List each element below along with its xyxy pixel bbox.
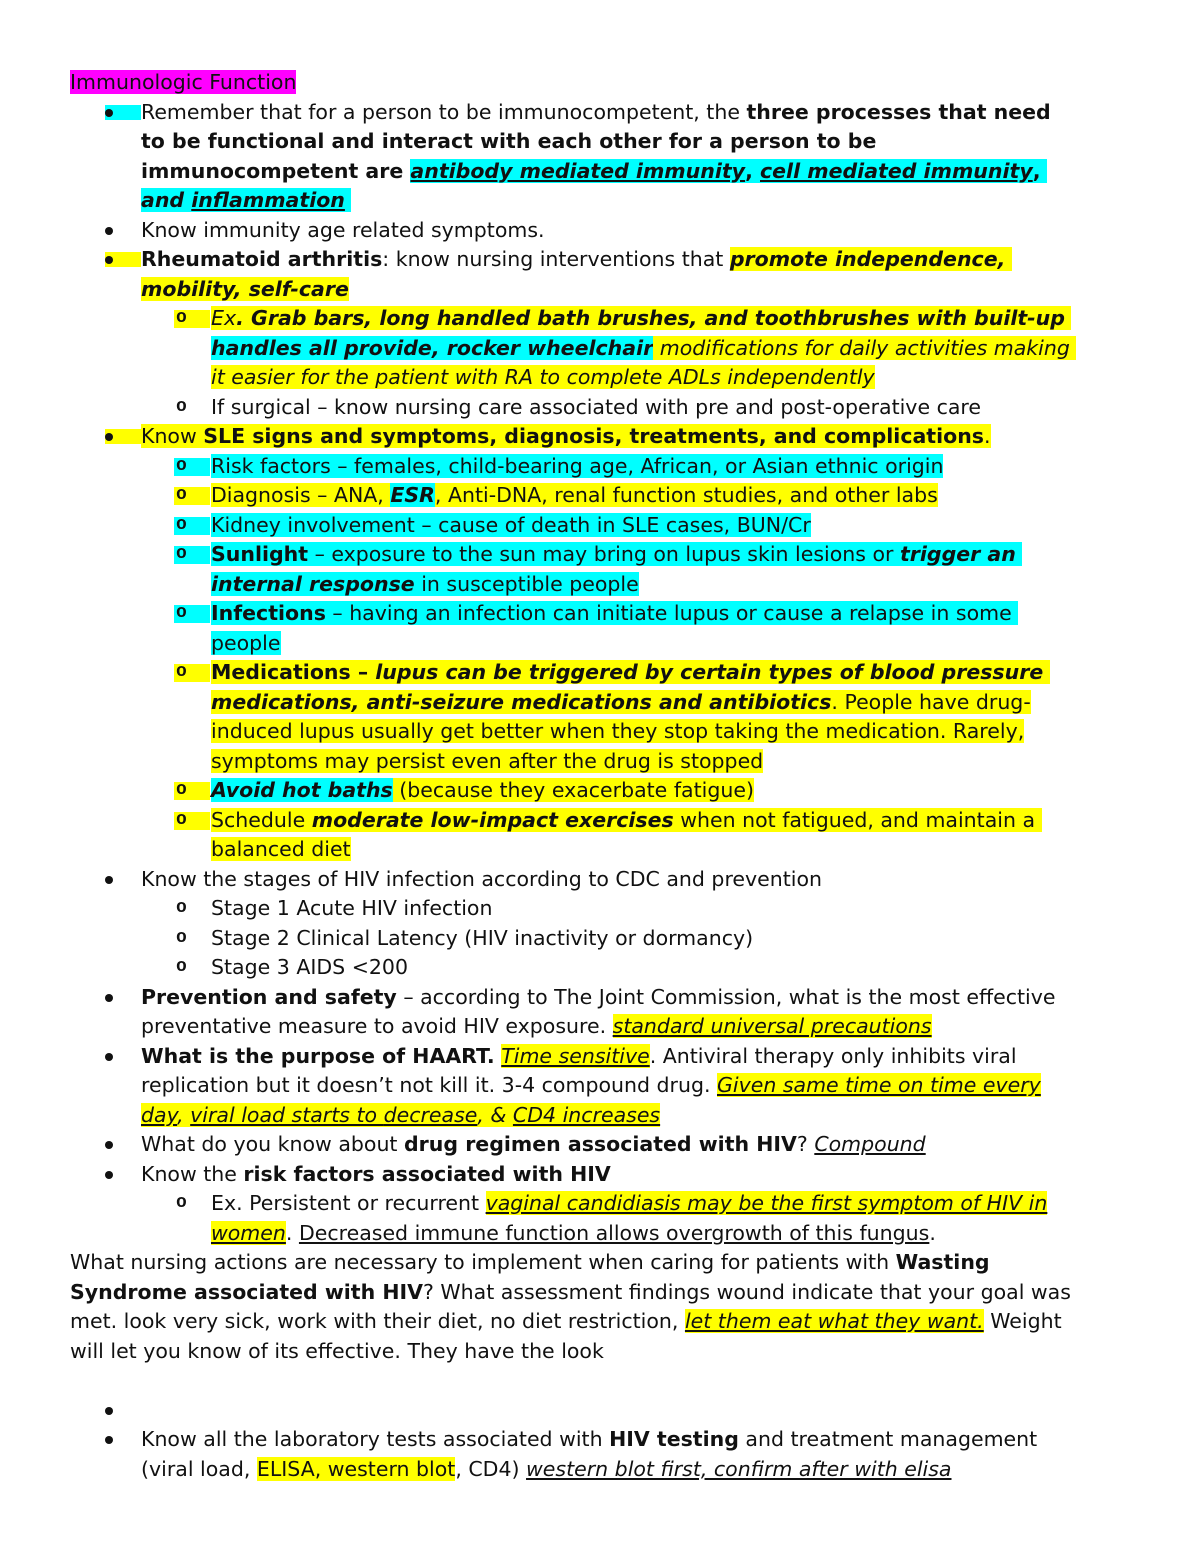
list-item bbox=[70, 983, 1130, 1013]
text-highlight: Avoid hot baths bbox=[211, 778, 393, 802]
bullet-dot-icon bbox=[105, 983, 141, 1013]
text: Schedule bbox=[211, 807, 312, 832]
sub-bullet-o-icon bbox=[176, 304, 211, 334]
sub-bullet-o-icon bbox=[176, 599, 211, 629]
text-highlight: cell mediated immunity bbox=[760, 158, 1033, 183]
bullet-dot-icon bbox=[105, 1042, 141, 1072]
text: . People have drug- bbox=[831, 689, 1031, 714]
text-highlight: people bbox=[211, 630, 281, 655]
sub-bullet-o-icon bbox=[176, 481, 211, 511]
list-item bbox=[70, 98, 1130, 128]
text: Weight bbox=[983, 1309, 1062, 1333]
text: met. look very sick, work with their diet, no diet restriction, bbox=[70, 1309, 685, 1333]
text-bold: Wasting bbox=[895, 1250, 990, 1274]
text-highlight: ESR bbox=[390, 483, 435, 507]
text: Stage 3 AIDS <200 bbox=[211, 955, 409, 979]
text: , bbox=[177, 1102, 191, 1127]
text-bold: Prevention and safety bbox=[141, 984, 397, 1009]
text: Know all the laboratory tests associated with bbox=[141, 1427, 610, 1451]
text-bold: immunocompetent are bbox=[141, 158, 411, 183]
bullet-dot-icon bbox=[105, 865, 141, 895]
text: Stage 1 Acute HIV infection bbox=[211, 896, 493, 920]
text: western blot first, confirm after with elisa bbox=[526, 1456, 952, 1481]
sub-item-cont bbox=[70, 688, 1130, 718]
text-bold: risk factors associated with HIV bbox=[243, 1161, 611, 1186]
text: . bbox=[285, 1220, 299, 1245]
text-highlight: antibody mediated immunity bbox=[410, 158, 746, 183]
text: Ex. Persistent or recurrent bbox=[211, 1191, 486, 1215]
text: . Grab bars, long handled bath brushes, and toothbrushes with built-up bbox=[236, 306, 1065, 330]
text: viral load starts to bbox=[190, 1102, 384, 1127]
text-highlight: symptoms may persist even after the drug is stopped bbox=[211, 748, 764, 773]
sub-bullet-o-icon bbox=[176, 894, 211, 924]
sub-item bbox=[70, 452, 1130, 482]
text-highlight: Kidney involvement – cause of death in SLE cases, BUN/Cr bbox=[211, 512, 811, 537]
text: replication but it doesn’t not kill it. 3-4 compound drug. bbox=[141, 1073, 717, 1097]
text: ? bbox=[796, 1132, 815, 1156]
sub-item-cont bbox=[70, 747, 1130, 777]
list-item-cont bbox=[70, 157, 1130, 187]
text-highlight: Risk factors – females, child-bearing age, African, or Asian ethnic origin bbox=[211, 453, 944, 478]
sub-bullet-o-icon bbox=[176, 658, 211, 688]
text-highlight: balanced diet bbox=[211, 837, 351, 861]
sub-bullet-o-icon bbox=[176, 924, 211, 954]
text-bold: Syndrome associated with HIV bbox=[70, 1279, 423, 1304]
text: ? What assessment findings wound indicate that your goal was bbox=[422, 1279, 1071, 1304]
text: Know immunity age related symptoms. bbox=[141, 217, 545, 242]
sub-bullet-o-icon bbox=[176, 806, 211, 836]
list-item-cont bbox=[70, 1101, 1130, 1131]
text-bold: Infections bbox=[211, 601, 326, 625]
text: and treatment management bbox=[738, 1427, 1038, 1451]
text-highlight: women bbox=[211, 1220, 286, 1245]
list-item-cont bbox=[70, 1071, 1130, 1101]
list-item bbox=[70, 422, 1130, 452]
text: : know nursing interventions that bbox=[382, 247, 730, 271]
text: , CD4) bbox=[455, 1456, 527, 1481]
text: decrease bbox=[383, 1102, 478, 1127]
text: lupus can be triggered by certain types of blood pressure bbox=[375, 660, 1044, 684]
text-bold: Medications – bbox=[211, 660, 376, 684]
text: . Antiviral therapy only inhibits viral bbox=[649, 1043, 1017, 1068]
text: medications, anti-seizure medications and antibiotics bbox=[211, 689, 832, 714]
text: will let you know of its effective. They have the look bbox=[70, 1338, 604, 1363]
text-highlight: modifications for daily activities making bbox=[653, 335, 1070, 360]
sub-bullet-o-icon bbox=[176, 452, 211, 482]
list-item bbox=[70, 1425, 1130, 1455]
text: , & bbox=[477, 1102, 513, 1127]
text: What do you know about bbox=[141, 1132, 404, 1156]
doc-title-line bbox=[70, 68, 1130, 98]
text-highlight: let them eat what they want. bbox=[684, 1309, 984, 1333]
sub-bullet-o-icon bbox=[176, 953, 211, 983]
text-bold: Rheumatoid arthritis bbox=[141, 247, 383, 271]
text-highlight: Time sensitive bbox=[501, 1043, 650, 1068]
bullet-dot-icon bbox=[105, 1425, 141, 1455]
text: and bbox=[141, 188, 192, 212]
text: moderate low-impact exercises bbox=[311, 807, 674, 832]
list-item bbox=[70, 865, 1130, 895]
paragraph-line bbox=[70, 1278, 1130, 1308]
sub-item bbox=[70, 953, 1130, 983]
sub-item-cont bbox=[70, 835, 1130, 865]
list-item-cont bbox=[70, 127, 1130, 157]
text: Compound bbox=[814, 1132, 926, 1156]
text-highlight: vaginal candidiasis may be the first symptom of HIV in bbox=[485, 1191, 1048, 1215]
sub-item bbox=[70, 304, 1130, 334]
text: – having an infection can initiate lupus or cause a relapse in some bbox=[325, 601, 1012, 625]
text-bold: drug regimen associated with HIV bbox=[404, 1132, 797, 1156]
text-highlight: promote independence, bbox=[729, 247, 1006, 271]
text: in susceptible people bbox=[414, 571, 639, 596]
text-highlight: induced lupus usually get better when they stop taking the medication. Rarely, bbox=[211, 719, 1025, 743]
document-page bbox=[70, 68, 1130, 1484]
sub-item bbox=[70, 481, 1130, 511]
bullet-dot-icon bbox=[105, 245, 141, 275]
sub-item bbox=[70, 658, 1130, 688]
sub-item-cont bbox=[70, 717, 1130, 747]
text: What nursing actions are necessary to implement when caring for patients with bbox=[70, 1250, 896, 1274]
text: Ex bbox=[211, 306, 237, 330]
paragraph-line bbox=[70, 1337, 1130, 1367]
sub-item-cont bbox=[70, 570, 1130, 600]
text: . bbox=[984, 424, 991, 448]
text-bold: three processes that need bbox=[746, 99, 1051, 124]
sub-item bbox=[70, 511, 1130, 541]
text: trigger an bbox=[899, 542, 1016, 566]
text-highlight: handles all provide, rocker wheelchair bbox=[211, 335, 654, 360]
text: when not fatigued, and maintain a bbox=[673, 807, 1036, 832]
text-highlight: mobility, self-care bbox=[141, 276, 349, 301]
sub-item bbox=[70, 393, 1130, 423]
text-highlight: inflammation bbox=[191, 188, 345, 212]
bullet-dot-icon bbox=[105, 216, 141, 246]
text: Stage 2 Clinical Latency (HIV inactivity or dormancy) bbox=[211, 925, 754, 950]
list-item-cont bbox=[70, 1012, 1130, 1042]
sub-item bbox=[70, 540, 1130, 570]
list-item bbox=[70, 216, 1130, 246]
text-highlight: , Anti-DNA, renal function studies, and other labs bbox=[434, 483, 938, 507]
spacer-line bbox=[70, 1366, 1130, 1396]
sub-bullet-o-icon bbox=[176, 393, 211, 423]
text: internal response bbox=[211, 571, 415, 596]
bullet-dot-icon bbox=[105, 422, 141, 452]
doc-title: Immunologic Function bbox=[70, 70, 297, 94]
sub-item-cont bbox=[70, 363, 1130, 393]
paragraph-line bbox=[70, 1307, 1130, 1337]
sub-item bbox=[70, 924, 1130, 954]
text: . bbox=[929, 1220, 936, 1245]
text: day bbox=[141, 1102, 178, 1127]
bullet-dot-icon bbox=[105, 1160, 141, 1190]
empty-list-item bbox=[70, 1396, 1130, 1426]
text-highlight: Given same time on time every bbox=[717, 1073, 1041, 1097]
text: – exposure to the sun may bring on lupus skin lesions or bbox=[308, 542, 900, 566]
list-item-cont bbox=[70, 186, 1130, 216]
text: preventative measure to avoid HIV exposure. bbox=[141, 1014, 613, 1038]
sub-item-cont bbox=[70, 1219, 1130, 1249]
bullet-dot-icon bbox=[105, 1396, 141, 1426]
sub-bullet-o-icon bbox=[176, 1189, 211, 1219]
text: Know the stages of HIV infection according to CDC and prevention bbox=[141, 866, 823, 891]
text-bold: to be functional and interact with each other for a person to be bbox=[141, 129, 877, 153]
sub-bullet-o-icon bbox=[176, 776, 211, 806]
text: – according to The Joint Commission, what is the most effective bbox=[396, 984, 1056, 1009]
text: , bbox=[745, 158, 760, 183]
sub-item bbox=[70, 599, 1130, 629]
text-highlight: ELISA, western blot bbox=[256, 1456, 456, 1481]
text-bold: Sunlight bbox=[211, 542, 309, 566]
list-item-cont bbox=[70, 275, 1130, 305]
text-highlight: it easier for the patient with RA to complete ADLs independently bbox=[211, 365, 875, 389]
text: Decreased immune function allows overgrowth of this fungus bbox=[298, 1220, 930, 1245]
text-highlight: standard universal precautions bbox=[612, 1014, 932, 1038]
bullet-dot-icon bbox=[105, 98, 141, 128]
text: If surgical – know nursing care associated with pre and post-operative care bbox=[211, 394, 981, 419]
text: Know the bbox=[141, 1161, 244, 1186]
text-bold: HIV testing bbox=[609, 1427, 739, 1451]
text: CD4 increases bbox=[512, 1102, 661, 1127]
list-item bbox=[70, 1160, 1130, 1190]
list-item-cont bbox=[70, 1455, 1130, 1485]
paragraph-line bbox=[70, 1248, 1130, 1278]
list-item bbox=[70, 1130, 1130, 1160]
sub-item bbox=[70, 806, 1130, 836]
sub-item bbox=[70, 1189, 1130, 1219]
text-bold: What is the purpose of HAART. bbox=[141, 1043, 495, 1068]
bullet-dot-icon bbox=[105, 1130, 141, 1160]
list-item bbox=[70, 1042, 1130, 1072]
text: Know bbox=[141, 424, 204, 448]
sub-bullet-o-icon bbox=[176, 511, 211, 541]
sub-item-cont bbox=[70, 629, 1130, 659]
sub-item bbox=[70, 894, 1130, 924]
text: (viral load, bbox=[141, 1456, 257, 1481]
sub-item bbox=[70, 776, 1130, 806]
sub-item-cont bbox=[70, 334, 1130, 364]
text-bold: SLE signs and symptoms, diagnosis, treatments, and complications bbox=[203, 424, 985, 448]
sub-bullet-o-icon bbox=[176, 540, 211, 570]
text-highlight: (because they exacerbate fatigue) bbox=[392, 778, 754, 802]
text: Remember that for a person to be immunocompetent, the bbox=[141, 99, 747, 124]
text: Diagnosis – ANA, bbox=[211, 483, 391, 507]
text: , bbox=[1032, 158, 1041, 183]
list-item bbox=[70, 245, 1130, 275]
